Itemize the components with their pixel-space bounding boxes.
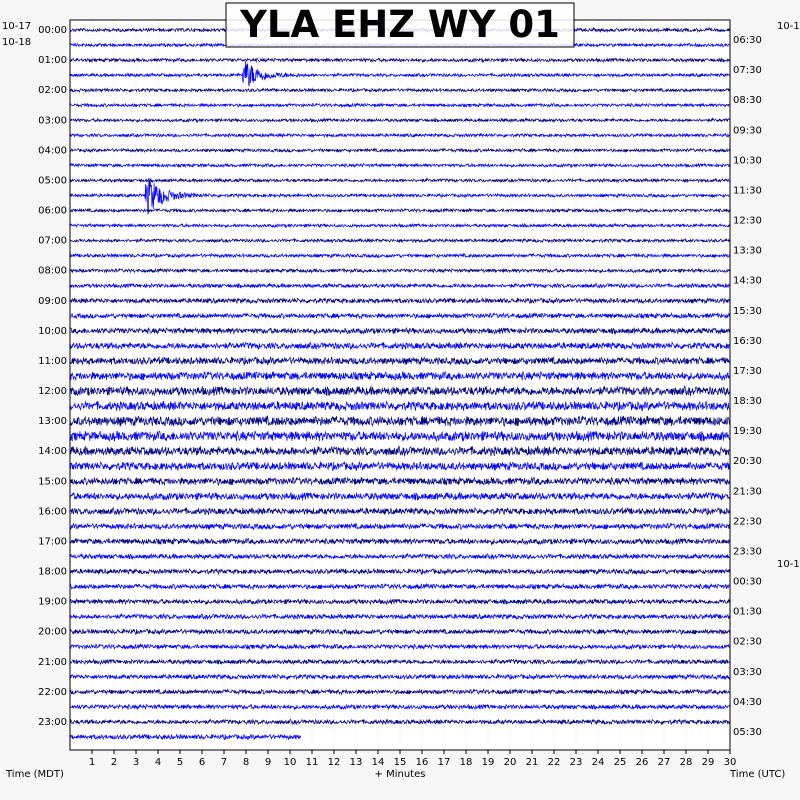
x-tick-label: 13 — [349, 757, 363, 768]
left-hour-label: 02:00 — [38, 85, 67, 97]
right-hour-label: 04:30 — [733, 696, 762, 708]
x-tick-label: 25 — [613, 757, 627, 768]
left-hour-label: 17:00 — [38, 536, 67, 548]
left-hour-label: 19:00 — [38, 596, 67, 608]
x-tick-label: 14 — [371, 757, 385, 768]
x-tick-label: 20 — [503, 757, 517, 768]
left-time-labels — [38, 25, 67, 728]
x-tick-label: 9 — [264, 757, 272, 768]
right-hour-label: 00:30 — [733, 576, 762, 588]
left-hour-label: 15:00 — [38, 476, 67, 488]
left-hour-label: 23:00 — [38, 716, 67, 728]
right-hour-label: 06:30 — [733, 35, 762, 46]
left-hour-label: 10:00 — [38, 325, 67, 337]
right-hour-label: 09:30 — [733, 125, 762, 137]
right-hour-label: 14:30 — [733, 275, 762, 287]
x-tick-label: 17 — [437, 757, 451, 768]
x-tick-label: 15 — [393, 757, 407, 768]
plot-area — [70, 20, 730, 750]
x-tick-label: 30 — [723, 757, 737, 768]
right-hour-label: 23:30 — [733, 546, 762, 558]
left-hour-label: 22:00 — [38, 686, 67, 698]
left-hour-label: 12:00 — [38, 386, 67, 397]
right-hour-label: 17:30 — [733, 365, 762, 377]
x-tick-label: 2 — [110, 757, 118, 768]
left-hour-label: 03:00 — [38, 115, 67, 127]
right-axis-label: Time (UTC) — [730, 769, 786, 780]
left-hour-label: 04:00 — [38, 145, 67, 157]
x-tick-label: 7 — [220, 757, 228, 768]
left-hour-label: 20:00 — [38, 626, 67, 638]
left-hour-label: 21:00 — [38, 656, 67, 668]
right-hour-label: 08:30 — [733, 95, 762, 107]
x-tick-label: 12 — [327, 757, 341, 768]
right-hour-label: 07:30 — [733, 65, 762, 77]
right-hour-label: 22:30 — [733, 516, 762, 528]
x-tick-label: 26 — [635, 757, 649, 768]
left-hour-label: 11:00 — [38, 355, 67, 367]
left-hour-label: 16:00 — [38, 506, 67, 518]
right-hour-label: 11:30 — [733, 185, 762, 197]
left-hour-label: 01:00 — [38, 55, 67, 67]
left-hour-label: 09:00 — [38, 295, 67, 307]
x-tick-label: 21 — [525, 757, 539, 768]
x-tick-label: 23 — [569, 757, 583, 768]
right-date-label: 10-1 — [777, 559, 800, 570]
x-tick-label: 3 — [132, 757, 140, 768]
right-hour-label: 03:30 — [733, 666, 762, 678]
right-hour-label: 20:30 — [733, 456, 762, 468]
right-hour-label: 05:30 — [733, 726, 762, 738]
x-tick-label: 6 — [198, 757, 206, 768]
x-tick-label: 24 — [591, 757, 605, 768]
x-tick-label: 16 — [415, 757, 429, 768]
left-hour-label: 07:00 — [38, 235, 67, 247]
left-date-label: 10-18 — [2, 37, 32, 48]
x-axis-label: + Minutes — [374, 769, 426, 780]
left-date-label: 10-17 — [2, 21, 32, 32]
x-tick-label: 22 — [547, 757, 561, 768]
left-axis-label: Time (MDT) — [6, 769, 64, 780]
x-tick-label: 4 — [154, 757, 162, 768]
right-hour-label: 21:30 — [733, 486, 762, 498]
left-hour-label: 14:00 — [38, 446, 67, 458]
x-tick-label: 8 — [242, 757, 250, 768]
right-hour-label: 18:30 — [733, 396, 762, 407]
left-hour-label: 18:00 — [38, 566, 67, 578]
chart-title: YLA EHZ WY 01 — [240, 3, 560, 46]
left-hour-label: 06:00 — [38, 205, 67, 217]
x-tick-label: 29 — [701, 757, 715, 768]
left-hour-label: 08:00 — [38, 265, 67, 277]
right-hour-label: 13:30 — [733, 245, 762, 257]
right-hour-label: 16:30 — [733, 335, 762, 347]
left-hour-label: 05:00 — [38, 175, 67, 187]
right-hour-label: 12:30 — [733, 215, 762, 227]
x-ticks — [89, 750, 737, 768]
right-date-label: 10-1 — [777, 21, 800, 32]
right-hour-label: 02:30 — [733, 636, 762, 648]
x-tick-label: 5 — [176, 757, 184, 768]
right-hour-label: 19:30 — [733, 426, 762, 438]
x-tick-label: 19 — [481, 757, 495, 768]
right-hour-label: 10:30 — [733, 155, 762, 167]
x-tick-label: 10 — [283, 757, 297, 768]
x-tick-label: 27 — [657, 757, 671, 768]
right-time-labels — [733, 35, 762, 738]
left-hour-label: 13:00 — [38, 416, 67, 428]
right-hour-label: 15:30 — [733, 305, 762, 317]
x-tick-label: 11 — [305, 757, 319, 768]
x-tick-label: 1 — [88, 757, 96, 768]
right-hour-label: 01:30 — [733, 606, 762, 618]
x-tick-label: 28 — [679, 757, 693, 768]
left-hour-label: 00:00 — [38, 25, 67, 36]
x-tick-label: 18 — [459, 757, 473, 768]
